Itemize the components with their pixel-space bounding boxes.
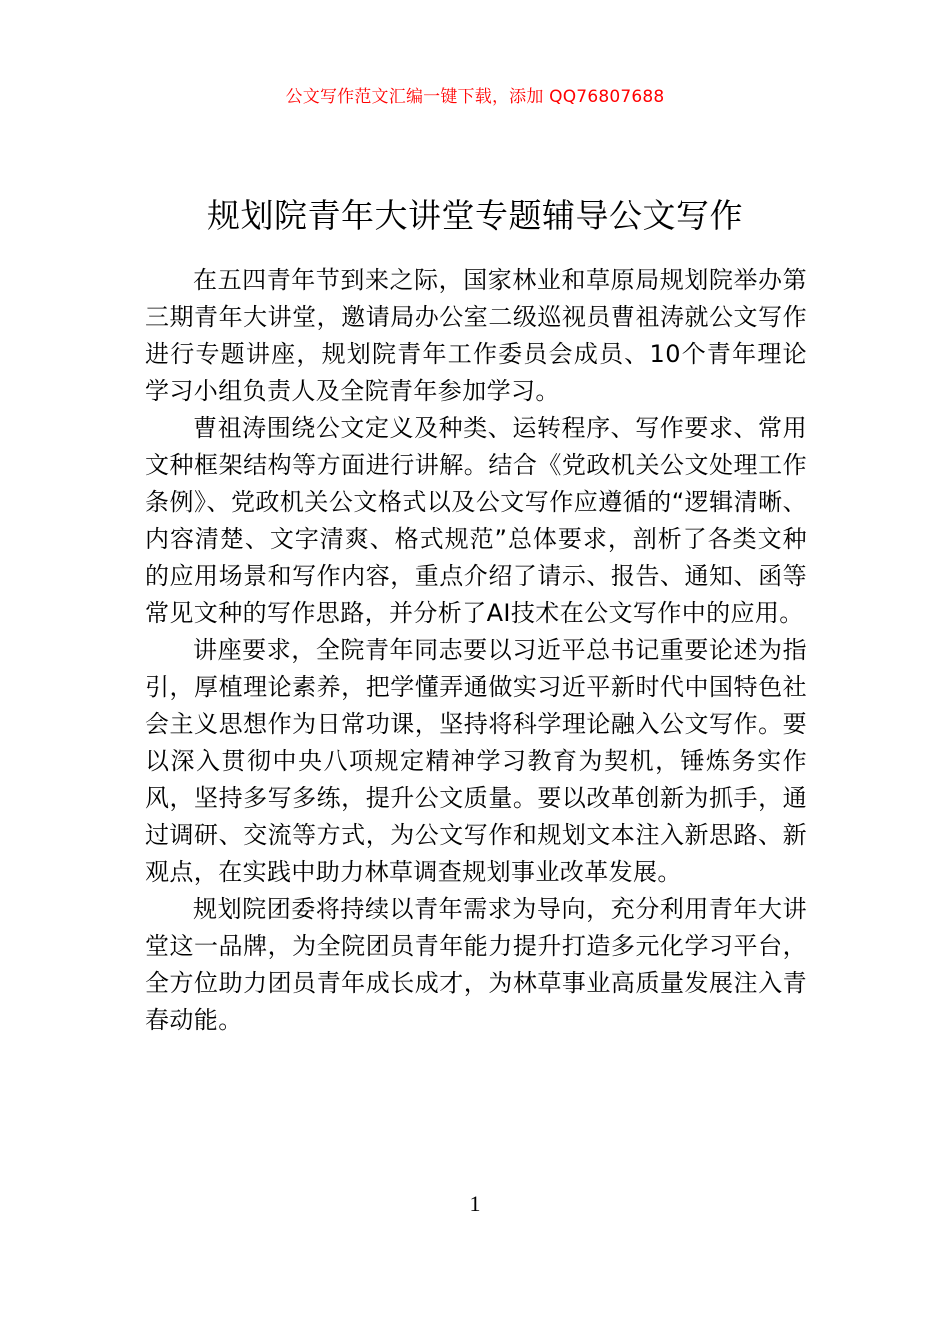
page-number: 1 xyxy=(469,1191,481,1216)
paragraph-3: 讲座要求，全院青年同志要以习近平总书记重要论述为指引，厚植理论素养，把学懂弄通做实习近平新时代中国特色社会主义思想作为日常功课，坚持将科学理论融入公文写作。要以深入贯彻中央八项规定精神学习教育为契机，锤炼务实作风，坚持多写多练，提升公文质量。要以改革创新为抓手，通过调研、交流等方式，为公文写作和规划文本注入新思路、新观点，在实践中助力林草调查规划事业改革发展。 xyxy=(145,636,807,886)
paragraph-2: 曹祖涛围绕公文定义及种类、运转程序、写作要求、常用文种框架结构等方面进行讲解。结合《党政机关公文处理工作条例》、党政机关公文格式以及公文写作应遵循的“逻辑清晰、内容清楚、文字清爽、格式规范”总体要求，剖析了各类文种的应用场景和写作内容，重点介绍了请示、报告、通知、函等常见文种的写作思路，并分析了AI技术在公文写作中的应用。 xyxy=(145,414,807,627)
paragraph-4: 规划院团委将持续以青年需求为导向，充分利用青年大讲堂这一品牌，为全院团员青年能力提升打造多元化学习平台，全方位助力团员青年成长成才，为林草事业高质量发展注入青春动能。 xyxy=(145,895,807,1034)
promo-download-link[interactable]: 公文写作范文汇编一键下载，添加 QQ76807688 xyxy=(285,87,665,107)
document-title: 规划院青年大讲堂专题辅导公文写作 xyxy=(207,196,743,236)
document-body xyxy=(145,262,807,1039)
paragraph-1: 在五四青年节到来之际，国家林业和草原局规划院举办第三期青年大讲堂，邀请局办公室二级巡视员曹祖涛就公文写作进行专题讲座，规划院青年工作委员会成员、10个青年理论学习小组负责人及全院青年参加学习。 xyxy=(145,266,807,405)
